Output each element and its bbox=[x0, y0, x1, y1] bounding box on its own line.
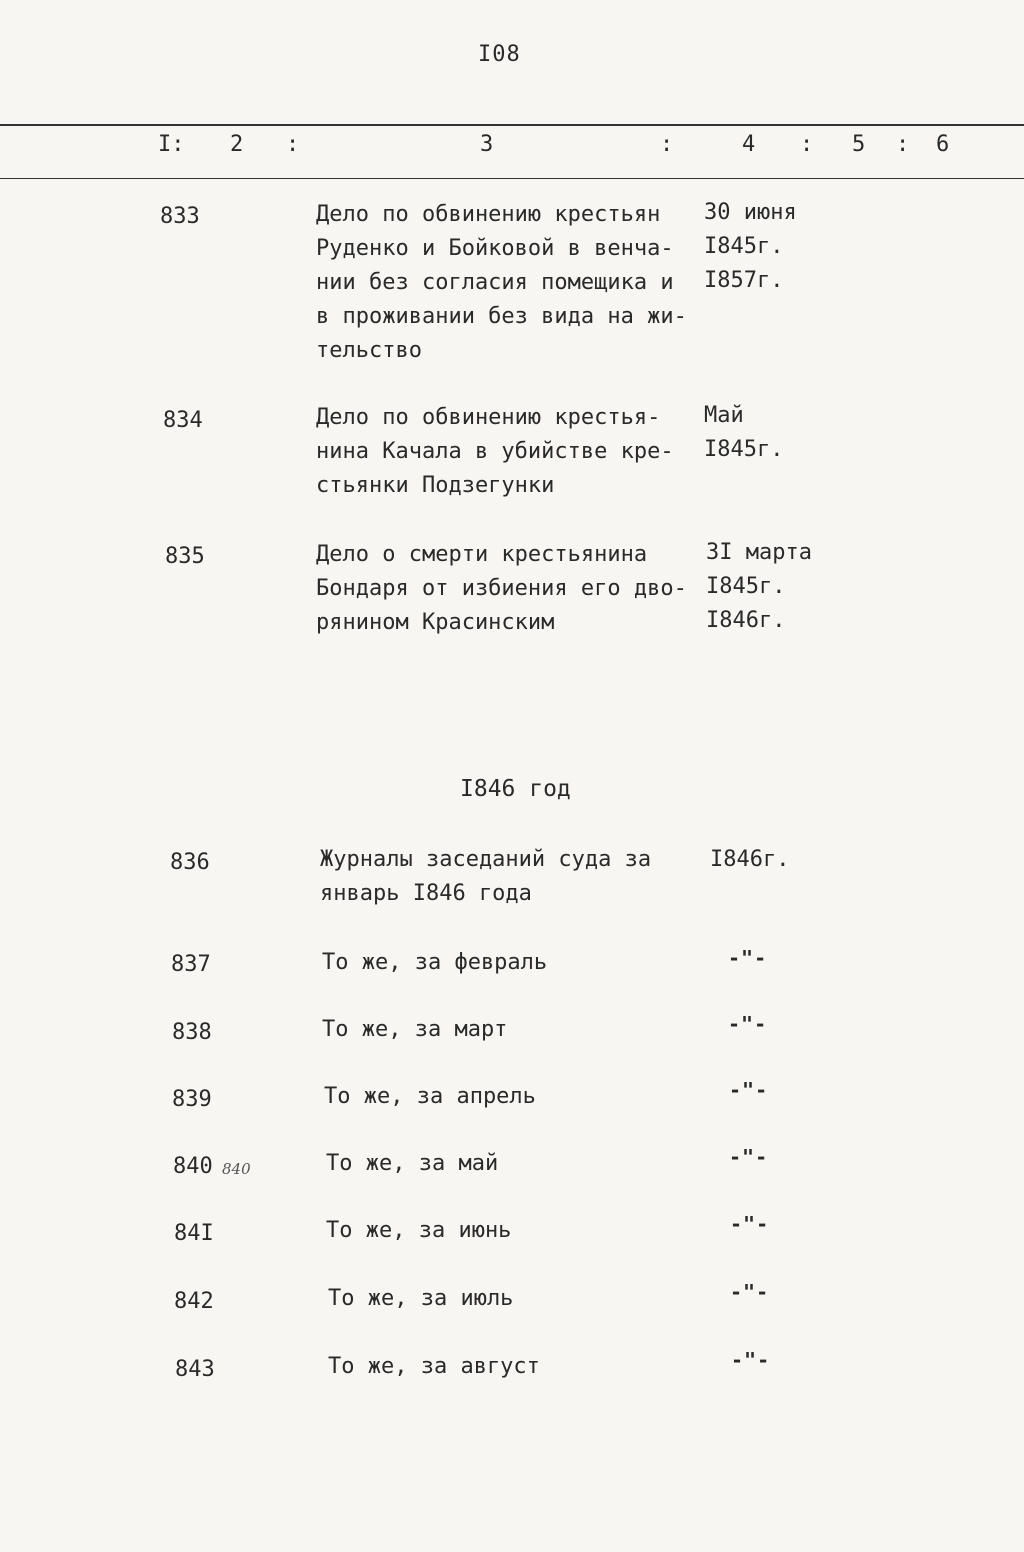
entry-date: Май I845г. bbox=[704, 403, 784, 462]
ditto-mark: -"- bbox=[730, 1280, 770, 1304]
ditto-mark: -"- bbox=[729, 1145, 769, 1169]
entry-number: 837 bbox=[171, 952, 211, 977]
ditto-mark: -"- bbox=[728, 946, 768, 970]
entry-number: 842 bbox=[174, 1289, 214, 1314]
entry-description: То же, за июль bbox=[328, 1286, 514, 1311]
entry-date: I846г. bbox=[710, 847, 790, 872]
entry-description: Дело по обвинению крестьян Руденко и Бойковой в венча- нии без согласия помещика и в проживании без вида на жи- тельство bbox=[316, 202, 687, 363]
handwritten-note: 840 bbox=[222, 1160, 251, 1178]
entry-number: 836 bbox=[170, 850, 210, 875]
ditto-mark: -"- bbox=[728, 1012, 768, 1036]
column-header-5: 5 bbox=[852, 132, 866, 157]
column-header-1: I: bbox=[158, 132, 185, 157]
entry-description: То же, за апрель bbox=[324, 1084, 536, 1109]
entry-description: Дело о смерти крестьянина Бондаря от избиения его дво- рянином Красинским bbox=[316, 542, 687, 635]
entry-number: 833 bbox=[160, 204, 200, 229]
entry-number: 840 bbox=[173, 1154, 213, 1179]
year-heading: I846 год bbox=[460, 776, 571, 802]
table-top-rule bbox=[0, 124, 1024, 126]
entry-description: То же, за август bbox=[328, 1354, 540, 1379]
entry-number: 839 bbox=[172, 1087, 212, 1112]
entry-date: 3I марта I845г. I846г. bbox=[706, 540, 812, 633]
ditto-mark: -"- bbox=[729, 1078, 769, 1102]
entry-date: 30 июня I845г. I857г. bbox=[704, 200, 797, 293]
entry-description: То же, за февраль bbox=[322, 950, 548, 975]
ditto-mark: -"- bbox=[731, 1348, 771, 1372]
column-separator: : bbox=[660, 132, 674, 157]
table-header-rule bbox=[0, 178, 1024, 179]
entry-number: 835 bbox=[165, 544, 205, 569]
entry-number: 834 bbox=[163, 408, 203, 433]
column-separator: : bbox=[896, 132, 910, 157]
entry-description: Дело по обвинению крестья- нина Качала в убийстве кре- стьянки Подзегунки bbox=[316, 405, 674, 498]
entry-number: 843 bbox=[175, 1357, 215, 1382]
column-header-6: 6 bbox=[936, 132, 950, 157]
entry-description: То же, за июнь bbox=[326, 1218, 512, 1243]
column-header-3: 3 bbox=[480, 132, 494, 157]
column-separator: : bbox=[800, 132, 814, 157]
column-separator: : bbox=[286, 132, 300, 157]
entry-description: Журналы заседаний суда за январь I846 года bbox=[320, 847, 652, 906]
column-header-2: 2 bbox=[230, 132, 244, 157]
column-header-4: 4 bbox=[742, 132, 756, 157]
entry-number: 84I bbox=[174, 1221, 214, 1246]
ditto-mark: -"- bbox=[730, 1212, 770, 1236]
entry-description: То же, за март bbox=[322, 1017, 508, 1042]
entry-number: 838 bbox=[172, 1020, 212, 1045]
page-number: I08 bbox=[478, 42, 521, 67]
entry-description: То же, за май bbox=[326, 1151, 499, 1176]
